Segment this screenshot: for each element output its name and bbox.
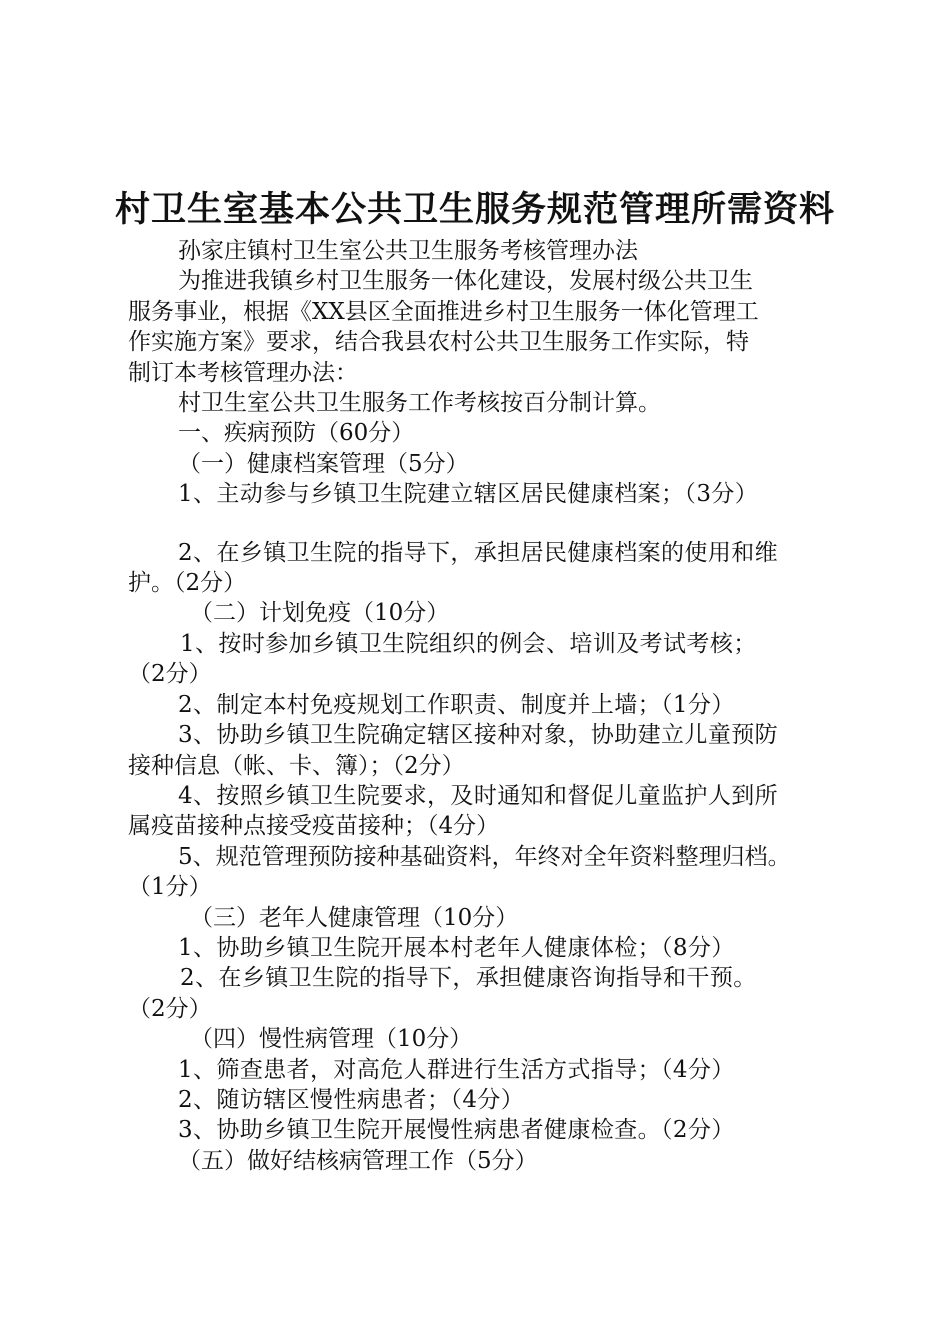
subsection-heading: （一）健康档案管理（5分） <box>178 450 469 477</box>
list-item-continuation: （2分） <box>128 661 212 688</box>
paragraph-line: 为推进我镇乡村卫生服务一体化建设，发展村级公共卫生 <box>178 268 753 295</box>
list-item: 5、规范管理预防接种基础资料，年终对全年资料整理归档。 <box>178 843 791 870</box>
list-item: 2、制定本村免疫规划工作职责、制度并上墙；（1分） <box>178 691 735 718</box>
list-item: 3、协助乡镇卫生院开展慢性病患者健康检查。（2分） <box>178 1117 735 1144</box>
list-item-continuation: （1分） <box>128 874 212 901</box>
list-item: 1、主动参与乡镇卫生院建立辖区居民健康档案；（3分） <box>178 481 759 508</box>
list-item: 3、协助乡镇卫生院确定辖区接种对象，协助建立儿童预防 <box>178 722 779 749</box>
paragraph-line: 作实施方案》要求，结合我县农村公共卫生服务工作实际，特 <box>128 329 749 356</box>
subsection-heading: （三）老年人健康管理（10分） <box>190 904 519 931</box>
list-item-continuation: 接种信息（帐、卡、簿）；（2分） <box>128 752 465 779</box>
subsection-heading: （四）慢性病管理（10分） <box>190 1026 473 1053</box>
list-item-continuation: 护。（2分） <box>128 570 247 597</box>
list-item: 1、协助乡镇卫生院开展本村老年人健康体检；（8分） <box>178 934 735 961</box>
paragraph-line: 制订本考核管理办法： <box>128 359 358 386</box>
list-item-continuation: （2分） <box>128 995 212 1022</box>
subsection-heading: （五）做好结核病管理工作（5分） <box>178 1147 538 1174</box>
list-item: 1、按时参加乡镇卫生院组织的例会、培训及考试考核； <box>180 630 757 657</box>
subtitle-line: 孙家庄镇村卫生室公共卫生服务考核管理办法 <box>178 238 638 264</box>
list-item: 2、在乡镇卫生院的指导下，承担居民健康档案的使用和维 <box>178 539 779 566</box>
list-item: 4、按照乡镇卫生院要求，及时通知和督促儿童监护人到所 <box>178 782 779 809</box>
paragraph-line: 村卫生室公共卫生服务工作考核按百分制计算。 <box>178 390 661 417</box>
subsection-heading: （二）计划免疫（10分） <box>190 600 450 627</box>
list-item-continuation: 属疫苗接种点接受疫苗接种；（4分） <box>128 813 500 840</box>
paragraph-line: 服务事业，根据《XX县区全面推进乡村卫生服务一体化管理工 <box>128 298 759 325</box>
list-item: 2、随访辖区慢性病患者；（4分） <box>178 1086 525 1113</box>
document-body <box>128 236 848 1176</box>
list-item: 2、在乡镇卫生院的指导下，承担健康咨询指导和干预。 <box>180 965 757 992</box>
document-title: 村卫生室基本公共卫生服务规范管理所需资料 <box>114 189 835 230</box>
list-item: 1、筛查患者，对高危人群进行生活方式指导；（4分） <box>178 1056 735 1083</box>
section-heading: 一、疾病预防（60分） <box>178 420 415 447</box>
